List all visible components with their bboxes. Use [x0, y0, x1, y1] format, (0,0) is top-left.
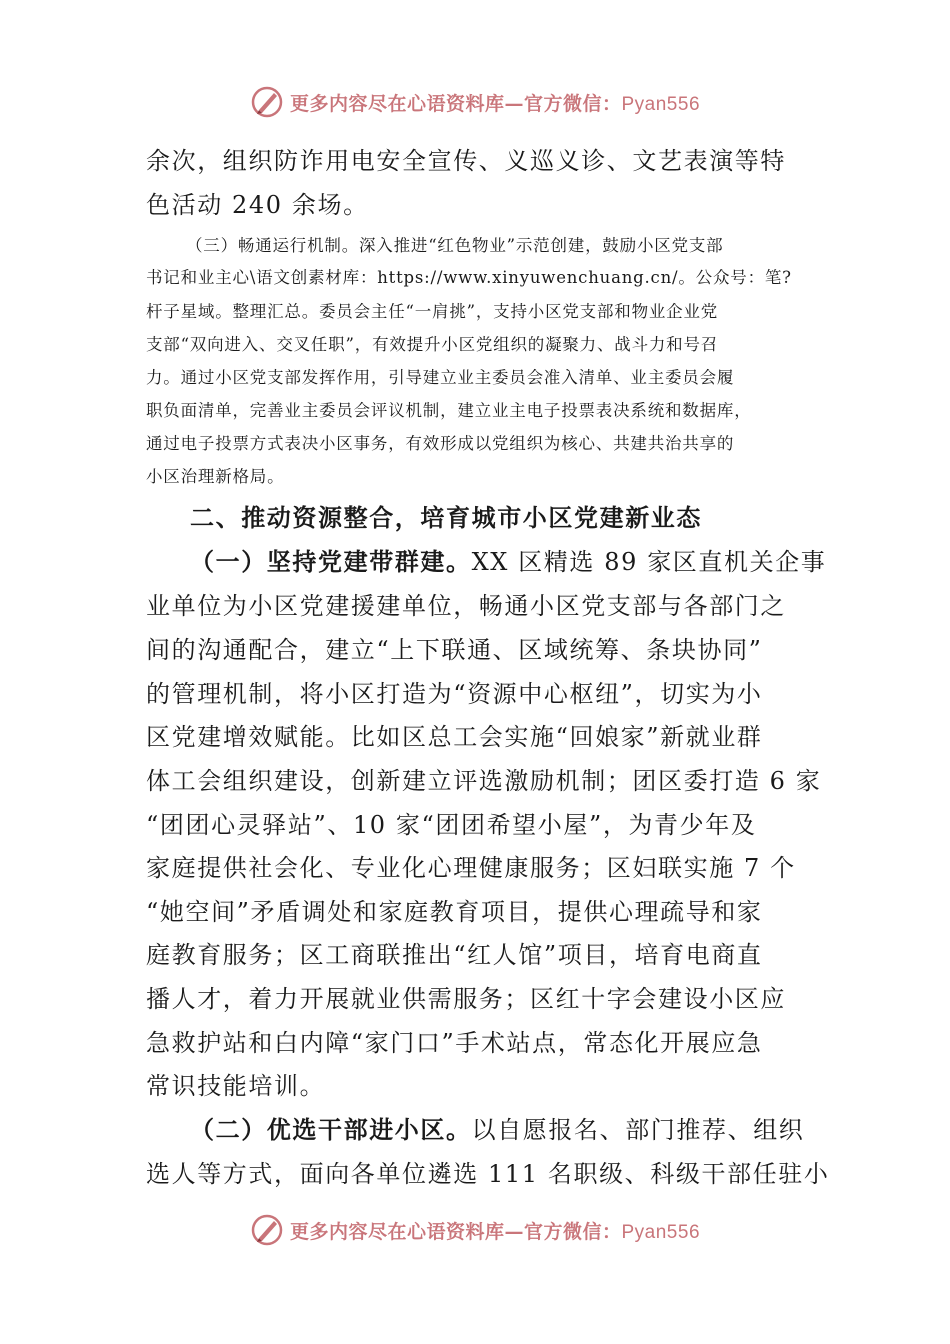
paragraph-line: 的管理机制，将小区打造为“资源中心枢纽”，切实为小	[146, 680, 763, 708]
paragraph-line: 业单位为小区党建援建单位，畅通小区党支部与各部门之	[146, 592, 786, 620]
watermark-text: 更多内容尽在心语资料库—官方微信：Pyan556	[289, 92, 701, 115]
small-paragraph-line: （三）畅通运行机制。深入推进“红色物业”示范创建，鼓励小区党支部	[186, 236, 724, 255]
small-paragraph-line: 支部“双向进入、交叉任职”，有效提升小区党组织的凝聚力、战斗力和号召	[146, 335, 719, 354]
small-paragraph-line: 职负面清单，完善业主委员会评议机制，建立业主电子投票表决系统和数据库，	[146, 401, 752, 420]
pen-circle-logo-icon	[250, 1213, 284, 1247]
paragraph-line: 色活动 240 余场。	[146, 191, 369, 219]
paragraph-line: 选人等方式，面向各单位遴选 111 名职级、科级干部任驻小	[146, 1160, 830, 1188]
watermark-text: 更多内容尽在心语资料库—官方微信：Pyan556	[289, 1220, 701, 1243]
paragraph-line: 体工会组织建设，创新建立评选激励机制；团区委打造 6 家	[146, 767, 822, 795]
paragraph-line: 家庭提供社会化、专业化心理健康服务；区妇联实施 7 个	[146, 854, 796, 882]
paragraph-line: “她空间”矛盾调处和家庭教育项目，提供心理疏导和家	[146, 898, 763, 926]
pen-circle-logo-icon	[250, 85, 284, 119]
section-heading: 二、推动资源整合，培育城市小区党建新业态	[190, 503, 702, 532]
small-paragraph-line: 书记和业主心\语文创素材库：https://www.xinyuwenchuang.cn/。公众号：笔?	[146, 268, 792, 287]
paragraph-line: 间的沟通配合，建立“上下联通、区域统筹、条块协同”	[146, 636, 763, 664]
paragraph-line: 庭教育服务；区工商联推出“红人馆”项目，培育电商直	[146, 941, 763, 969]
watermark-banner-bottom	[0, 1210, 950, 1250]
small-paragraph-line: 力。通过小区党支部发挥作用，引导建立业主委员会准入清单、业主委员会履	[146, 368, 735, 387]
paragraph-line: 播人才，着力开展就业供需服务；区红十字会建设小区应	[146, 985, 786, 1013]
paragraph-lead: （一）坚持党建带群建。	[190, 547, 472, 576]
paragraph-line: 常识技能培训。	[146, 1072, 326, 1100]
paragraph-line: 余次，组织防诈用电安全宣传、义巡义诊、文艺表演等特	[146, 147, 786, 175]
small-paragraph-line: 小区治理新格局。	[146, 467, 285, 486]
paragraph-line: （一）坚持党建带群建。XX 区精选 89 家区直机关企事	[190, 547, 827, 576]
watermark-banner-top	[0, 82, 950, 122]
paragraph-line: 急救护站和白内障“家门口”手术站点，常态化开展应急	[146, 1029, 763, 1057]
small-paragraph-line: 通过电子投票方式表决小区事务，有效形成以党组织为核心、共建共治共享的	[146, 434, 735, 453]
paragraph-lead: （二）优选干部进小区。	[190, 1115, 472, 1144]
small-paragraph-line: 杆子星域。整理汇总。委员会主任“一肩挑”，支持小区党支部和物业企业党	[146, 302, 719, 321]
paragraph-line: （二）优选干部进小区。以自愿报名、部门推荐、组织	[190, 1115, 805, 1144]
paragraph-line: “团团心灵驿站”、10 家“团团希望小屋”，为青少年及	[146, 811, 757, 839]
paragraph-line: 区党建增效赋能。比如区总工会实施“回娘家”新就业群	[146, 723, 763, 751]
